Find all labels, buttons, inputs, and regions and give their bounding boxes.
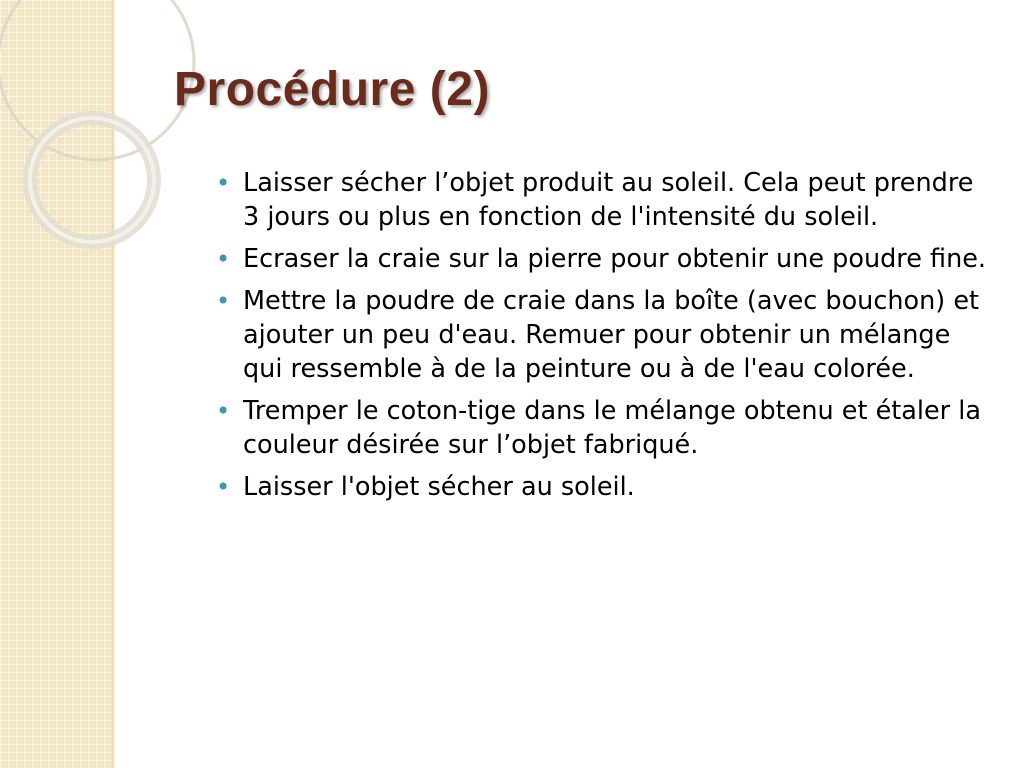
list-item bbox=[216, 242, 988, 276]
bullet-icon: • bbox=[216, 397, 231, 425]
list-item bbox=[216, 284, 988, 386]
bullet-text: Tremper le coton-tige dans le mélange obtenu et étaler la couleur désirée sur l’objet fabriqué. bbox=[243, 396, 981, 460]
bullet-list bbox=[216, 166, 988, 512]
list-item bbox=[216, 166, 988, 234]
list-item bbox=[216, 394, 988, 462]
bullet-text: Laisser l'objet sécher au soleil. bbox=[243, 472, 635, 502]
bullet-text: Ecraser la craie sur la pierre pour obtenir une poudre fine. bbox=[243, 244, 987, 274]
bullet-icon: • bbox=[216, 287, 231, 315]
bullet-icon: • bbox=[216, 245, 231, 273]
bullet-icon: • bbox=[216, 473, 231, 501]
decorative-rings-graphic bbox=[0, 0, 140, 260]
bullet-icon: • bbox=[216, 169, 231, 197]
bullet-text: Mettre la poudre de craie dans la boîte (avec bouchon) et ajouter un peu d'eau. Remuer pour obtenir un mélange qui ressemble à de la peinture ou à de l'eau colorée. bbox=[243, 286, 980, 384]
list-item bbox=[216, 470, 988, 504]
slide-title: Procédure (2) bbox=[174, 63, 490, 116]
bullet-text: Laisser sécher l’objet produit au soleil. Cela peut prendre 3 jours ou plus en fonction de l'intensité du soleil. bbox=[243, 168, 974, 232]
